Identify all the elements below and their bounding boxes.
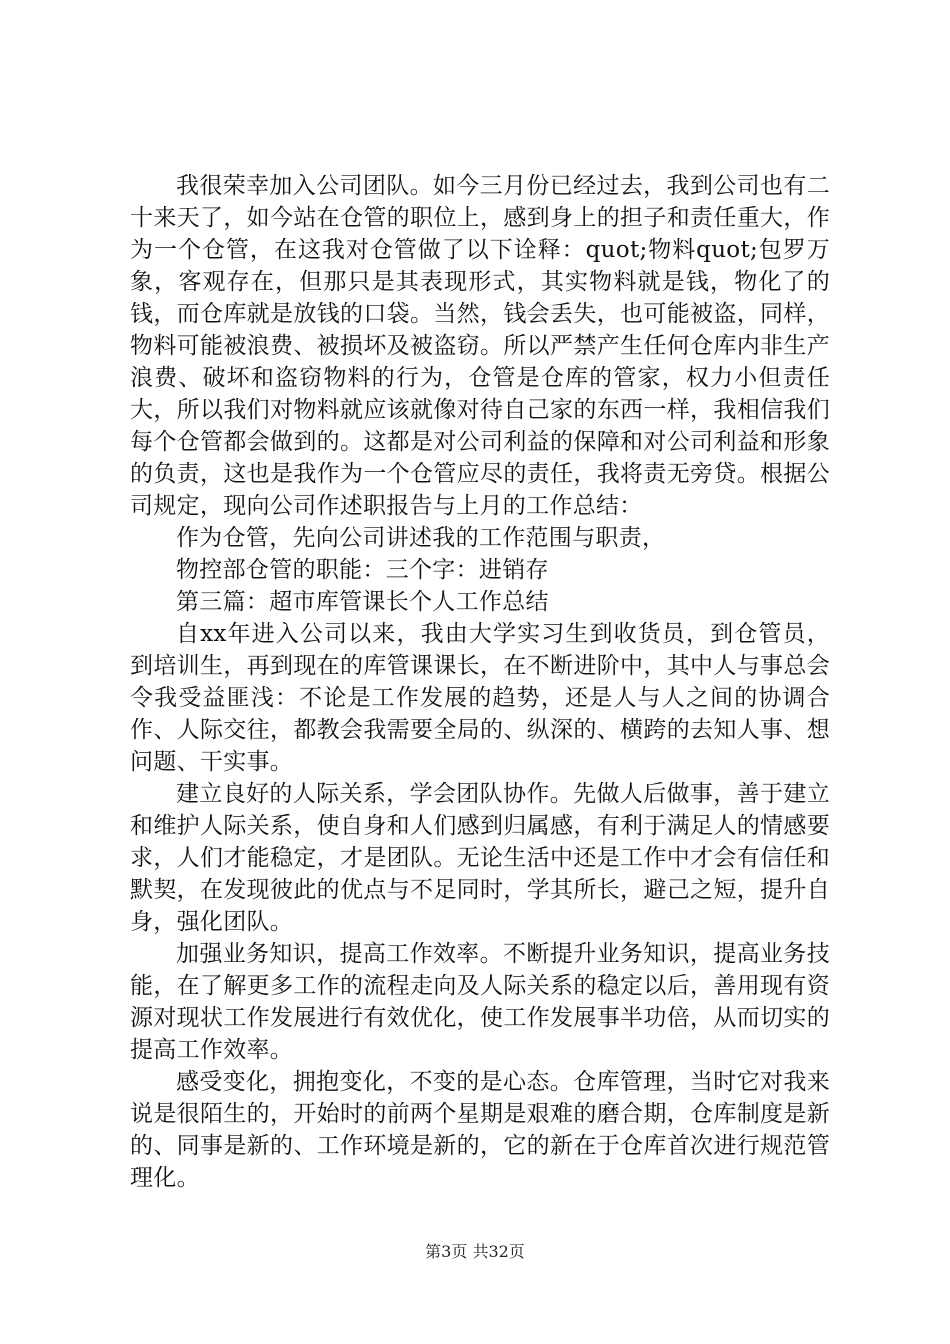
paragraph: 感受变化，拥抱变化，不变的是心态。仓库管理，当时它对我来说是很陌生的，开始时的前两个星期是艰难的磨合期，仓库制度是新的、同事是新的、工作环境是新的，它的新在于仓库首次进行规范管理化。 [130, 1069, 830, 1191]
paragraph: 我很荣幸加入公司团队。如今三月份已经过去，我到公司也有二十来天了，如今站在仓管的职位上，感到身上的担子和责任重大，作为一个仓管，在这我对仓管做了以下诠释：quot;物料quot;包罗万象，客观存在，但那只是其表现形式，其实物料就是钱，物化了的钱，而仓库就是放钱的口袋。当然，钱会丢失，也可能被盗，同样，物料可能被浪费、被损坏及被盗窃。所以严禁产生任何仓库内非生产浪费、破坏和盗窃物料的行为，仓管是仓库的管家，权力小但责任大，所以我们对物料就应该就像对待自己家的东西一样，我相信我们每个仓管都会做到的。这都是对公司利益的保障和对公司利益和形象的负责，这也是我作为一个仓管应尽的责任，我将责无旁贷。根据公司规定，现向公司作述职报告与上月的工作总结： [130, 173, 830, 519]
section-heading: 第三篇：超市库管课长个人工作总结 [176, 589, 549, 615]
paragraph: 作为仓管，先向公司讲述我的工作范围与职责， [176, 525, 666, 551]
paragraph: 加强业务知识，提高工作效率。不断提升业务知识，提高业务技能，在了解更多工作的流程走向及人际关系的稳定以后，善用现有资源对现状工作发展进行有效优化，使工作发展事半功倍，从而切实的提高工作效率。 [130, 941, 830, 1063]
paragraph: 物控部仓管的职能：三个字：进销存 [176, 557, 549, 583]
paragraph: 自xx年进入公司以来，我由大学实习生到收货员，到仓管员，到培训生，再到现在的库管课课长，在不断进阶中，其中人与事总会令我受益匪浅：不论是工作发展的趋势，还是人与人之间的协调合作、人际交往，都教会我需要全局的、纵深的、横跨的去知人事、想问题、干实事。 [130, 621, 830, 775]
paragraph: 建立良好的人际关系，学会团队协作。先做人后做事，善于建立和维护人际关系，使自身和人们感到归属感，有利于满足人的情感要求，人们才能稳定，才是团队。无论生活中还是工作中才会有信任和默契，在发现彼此的优点与不足同时，学其所长，避己之短，提升自身，强化团队。 [130, 781, 830, 935]
page-number-footer: 第3页 共32页 [425, 1242, 525, 1261]
document-body [130, 170, 830, 1194]
